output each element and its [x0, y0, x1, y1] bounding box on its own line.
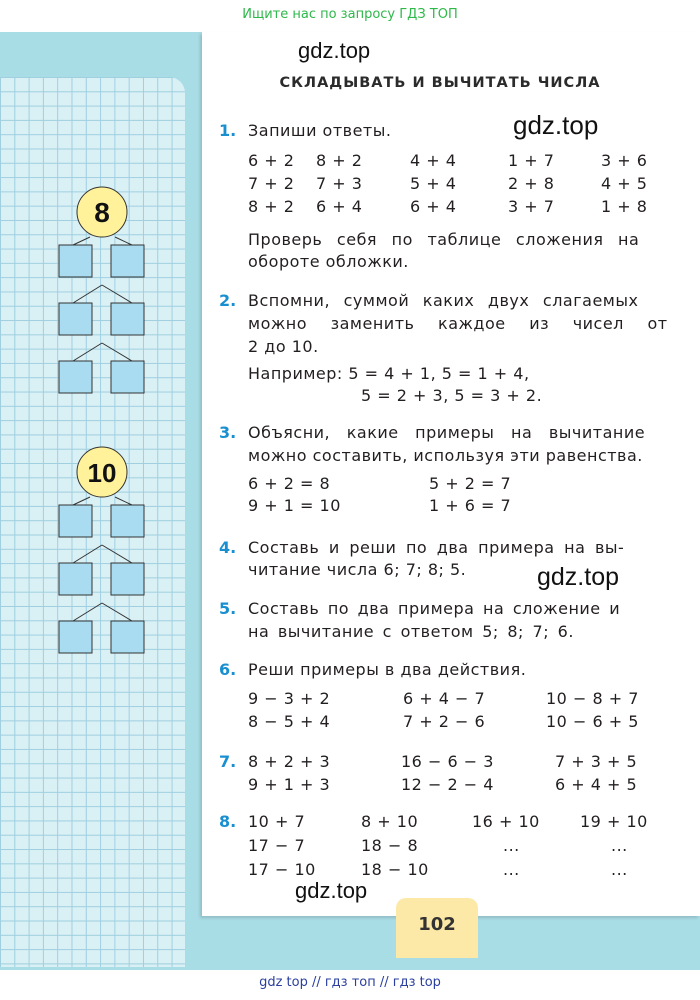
- expression: 8 + 2: [316, 151, 363, 170]
- task-text: можно заменить каждое из чисел от: [248, 314, 668, 333]
- task-text: Реши примеры в два действия.: [248, 660, 527, 679]
- expression: 6 + 4: [316, 197, 363, 216]
- ellipsis: ...: [503, 860, 520, 879]
- expression: 7 + 3: [316, 174, 363, 193]
- number-tree-10: [50, 445, 160, 665]
- expression: 12 − 2 − 4: [401, 775, 494, 794]
- expression: 8 + 10: [361, 812, 419, 831]
- task-number: 7.: [219, 752, 237, 771]
- page-number: 102: [396, 898, 478, 958]
- equation: 9 + 1 = 10: [248, 496, 341, 515]
- number-tree-8: [50, 185, 160, 405]
- expression: 8 + 2 + 3: [248, 752, 331, 771]
- expression: 1 + 7: [508, 151, 555, 170]
- task-number: 6.: [219, 660, 237, 679]
- watermark: gdz.top: [537, 563, 620, 591]
- ellipsis: ...: [611, 860, 628, 879]
- task-text: Составь по два примера на сложение и: [248, 599, 621, 618]
- task-number: 2.: [219, 291, 237, 310]
- expression: 7 + 2 − 6: [403, 712, 486, 731]
- expression: 17 − 7: [248, 836, 306, 855]
- expression: 3 + 6: [601, 151, 648, 170]
- expression: 18 − 8: [361, 836, 419, 855]
- task-note: Проверь себя по таблице сложения на: [248, 230, 640, 249]
- expression: 6 + 4 + 5: [555, 775, 638, 794]
- watermark: gdz.top: [513, 110, 599, 140]
- equation: 5 + 2 = 7: [429, 474, 512, 493]
- task-number: 8.: [219, 812, 237, 831]
- expression: 17 − 10: [248, 860, 316, 879]
- top-banner[interactable]: Ищите нас по запросу ГДЗ ТОП: [242, 7, 458, 22]
- expression: 9 + 1 + 3: [248, 775, 331, 794]
- task-number: 3.: [219, 423, 237, 442]
- expression: 4 + 4: [410, 151, 457, 170]
- expression: 10 − 6 + 5: [546, 712, 639, 731]
- expression: 19 + 10: [580, 812, 648, 831]
- task-text: Вспомни, суммой каких двух слагаемых: [248, 291, 639, 310]
- task-text: на вычитание с ответом 5; 8; 7; 6.: [248, 622, 574, 641]
- task-text: Объясни, какие примеры на вычитание: [248, 423, 646, 442]
- task-note: обороте обложки.: [248, 252, 409, 271]
- expression: 4 + 5: [601, 174, 648, 193]
- task-text: можно составить, используя эти равенства.: [248, 446, 643, 465]
- tree-top-value: 8: [94, 197, 110, 228]
- example: 5 = 2 + 3, 5 = 3 + 2.: [361, 386, 543, 405]
- task-number: 4.: [219, 538, 237, 557]
- ellipsis: ...: [611, 836, 628, 855]
- expression: 6 + 4 − 7: [403, 689, 486, 708]
- page-title: СКЛАДЫВАТЬ И ВЫЧИТАТЬ ЧИСЛА: [279, 75, 601, 91]
- expression: 3 + 7: [508, 197, 555, 216]
- expression: 10 + 7: [248, 812, 306, 831]
- expression: 5 + 4: [410, 174, 457, 193]
- task-text: Запиши ответы.: [248, 121, 392, 140]
- expression: 6 + 4: [410, 197, 457, 216]
- expression: 2 + 8: [508, 174, 555, 193]
- equation: 6 + 2 = 8: [248, 474, 331, 493]
- task-text: читание числа 6; 7; 8; 5.: [248, 560, 467, 579]
- task-text: 2 до 10.: [248, 337, 319, 356]
- expression: 1 + 8: [601, 197, 648, 216]
- watermark: gdz.top: [298, 38, 371, 63]
- expression: 8 − 5 + 4: [248, 712, 331, 731]
- ellipsis: ...: [503, 836, 520, 855]
- bottom-banner[interactable]: gdz top // гдз топ // гдз top: [259, 975, 441, 990]
- expression: 8 + 2: [248, 197, 295, 216]
- example: Например: 5 = 4 + 1, 5 = 1 + 4,: [248, 364, 530, 383]
- task-number: 1.: [219, 121, 237, 140]
- task-number: 5.: [219, 599, 237, 618]
- expression: 16 − 6 − 3: [401, 752, 494, 771]
- expression: 7 + 3 + 5: [555, 752, 638, 771]
- expression: 10 − 8 + 7: [546, 689, 639, 708]
- expression: 16 + 10: [472, 812, 540, 831]
- expression: 9 − 3 + 2: [248, 689, 331, 708]
- equation: 1 + 6 = 7: [429, 496, 512, 515]
- expression: 7 + 2: [248, 174, 295, 193]
- expression: 6 + 2: [248, 151, 295, 170]
- task-text: Составь и реши по два примера на вы-: [248, 538, 625, 557]
- tree-top-value: 10: [87, 458, 117, 488]
- watermark: gdz.top: [295, 878, 368, 903]
- expression: 18 − 10: [361, 860, 429, 879]
